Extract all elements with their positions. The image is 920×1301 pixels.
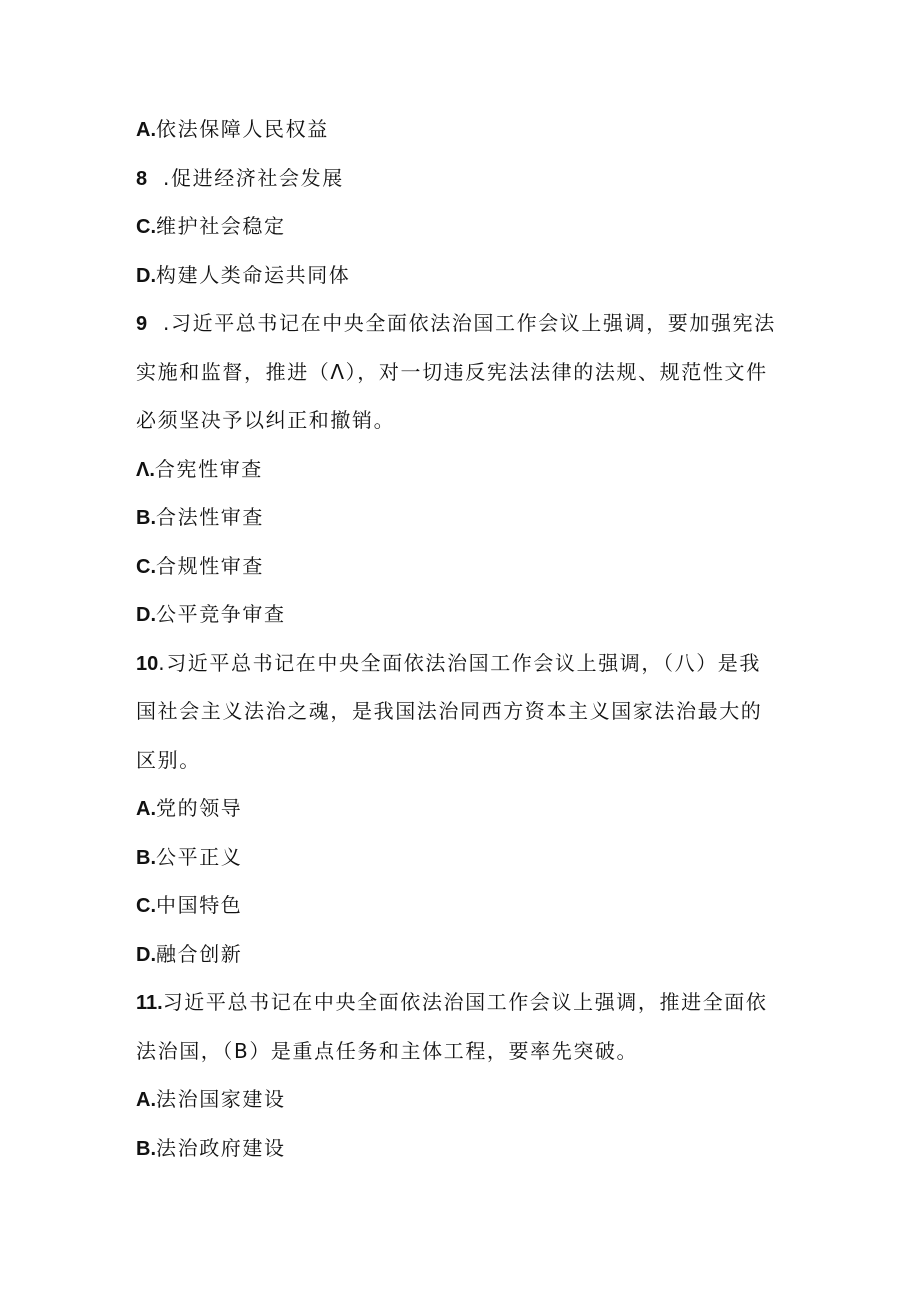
option-line	[136, 1131, 786, 1165]
question-line	[136, 694, 786, 728]
question-text: .习近平总书记在中央全面依法治国工作会议上强调，（八）是我	[158, 650, 762, 675]
question-text: 必须坚决予以纠正和撤销。	[136, 408, 396, 432]
option-label: D.	[136, 943, 156, 966]
option-line	[136, 258, 786, 292]
option-label: C.	[136, 555, 156, 578]
option-text: 合宪性审查	[154, 456, 263, 481]
question-text: 国社会主义法治之魂，是我国法治同西方资本主义国家法治最大的	[136, 699, 763, 723]
option-line	[136, 209, 786, 243]
question-line	[136, 985, 786, 1019]
question-line	[136, 355, 786, 389]
question-line	[136, 743, 786, 777]
option-line	[136, 549, 786, 583]
question-content	[136, 112, 786, 1179]
option-label: B.	[136, 507, 156, 529]
option-line	[136, 840, 786, 874]
option-text: 合规性审查	[156, 553, 264, 578]
option-text: 公平正义	[156, 844, 243, 869]
option-label: A.	[136, 1089, 156, 1111]
option-label: Λ.	[136, 458, 155, 481]
option-label: A.	[136, 119, 156, 141]
option-text: 融合创新	[156, 941, 243, 966]
question-line	[136, 306, 786, 340]
option-line	[136, 112, 786, 146]
question-number: 10	[136, 652, 159, 675]
question-line	[136, 646, 786, 680]
question-text: 区别。	[136, 747, 201, 772]
option-line	[136, 937, 786, 971]
option-text: 合法性审查	[156, 505, 264, 529]
question-text: 实施和监督，推进（Λ），对一切违反宪法法律的法规、规范性文件	[136, 359, 768, 384]
option-text: 依法保障人民权益	[156, 117, 329, 141]
option-text: 公平竞争审查	[156, 602, 286, 626]
option-text: 法治政府建设	[156, 1135, 286, 1160]
option-text: .促进经济社会发展	[147, 165, 344, 190]
option-line	[136, 888, 786, 922]
option-label: B.	[136, 846, 156, 869]
option-label: 8	[136, 167, 148, 190]
option-label: D.	[136, 264, 156, 287]
question-number: 9	[136, 313, 148, 335]
option-text: 维护社会稳定	[156, 214, 286, 238]
question-line	[136, 1034, 786, 1068]
option-line	[136, 161, 786, 195]
option-text: 中国特色	[156, 893, 243, 917]
option-label: C.	[136, 216, 156, 238]
option-text: 党的领导	[156, 796, 243, 820]
option-line	[136, 452, 786, 486]
question-number: 11.	[136, 992, 163, 1014]
option-text: 法治国家建设	[156, 1087, 286, 1111]
question-line	[136, 403, 786, 437]
option-label: B.	[136, 1137, 156, 1160]
option-line	[136, 597, 786, 631]
option-line	[136, 791, 786, 825]
option-line	[136, 500, 786, 534]
question-text: 习近平总书记在中央全面依法治国工作会议上强调，推进全面依	[162, 990, 768, 1014]
question-text: .习近平总书记在中央全面依法治国工作会议上强调，要加强宪法	[147, 311, 776, 335]
option-text: 构建人类命运共同体	[156, 262, 351, 287]
option-label: D.	[136, 604, 156, 626]
option-line	[136, 1082, 786, 1116]
option-label: A.	[136, 798, 156, 820]
option-label: C.	[136, 895, 156, 917]
question-text: 法治国，（B）是重点任务和主体工程，要率先突破。	[136, 1038, 639, 1063]
